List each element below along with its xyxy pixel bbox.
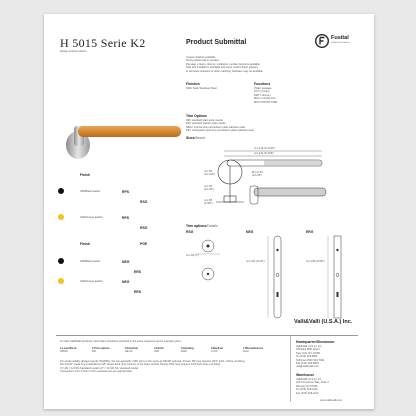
sizes-drawing bbox=[194, 144, 334, 219]
order-cell: RHR bbox=[181, 350, 187, 354]
company-name: Valli&Valli (U.S.A.) Inc. bbox=[294, 319, 353, 325]
finish-row-sub: ERS bbox=[134, 270, 141, 274]
trim-symbol-rsg bbox=[186, 230, 236, 310]
wh-line: Fax (973) 618-1112 bbox=[296, 391, 319, 395]
fusital-mark-icon bbox=[315, 34, 329, 48]
order-col-header: 7.Miscellaneous bbox=[243, 347, 263, 350]
trim-code: ERG bbox=[306, 230, 314, 234]
order-note: To order Valli&Valli products, information should be specified in the same sequence as the example given: bbox=[60, 340, 182, 343]
finish-row-text: 32D/Orange leather bbox=[80, 216, 103, 219]
hq-line: Fax (212) 326-8816 bbox=[296, 362, 319, 366]
trim-symbol-neg bbox=[246, 230, 296, 330]
function-item: PGE= passage bbox=[254, 87, 272, 90]
trim-code: NEG bbox=[246, 230, 254, 234]
footer-note: Conversions from inches to UK measurement are approximate. bbox=[60, 370, 133, 374]
finish-row-text: 32D/Black leather bbox=[80, 190, 101, 193]
finish-row-code: NEG bbox=[122, 260, 130, 264]
finish-head-1: Finish bbox=[80, 173, 90, 177]
intro-line: Spring assist built in rosettes bbox=[186, 59, 220, 63]
wh-line: Valli&Valli (U.S.A.) Inc. bbox=[296, 378, 322, 381]
footer-note: For small mobility (always specify INHAND), the two assembly / RR/ shiny is the same as RR-RP antimag. Privacy PR rose requires 3/16" thick / where not fitting. bbox=[60, 360, 246, 363]
functions-list bbox=[254, 87, 277, 104]
finish-row-sub: RSG bbox=[140, 226, 148, 230]
intro-line: Sold and installed in standard and some custom finish (shown) bbox=[186, 66, 258, 70]
brand-name: Fusital bbox=[331, 35, 349, 41]
finish-head-2-code: PGE bbox=[140, 242, 148, 246]
order-cell: RR bbox=[92, 350, 96, 354]
wh-line: Tel (973) 618-1100 bbox=[296, 388, 318, 392]
function-item: DMY= dummy bbox=[254, 93, 271, 97]
finish-row-code: NEG bbox=[122, 280, 130, 284]
trim-options-list bbox=[186, 119, 254, 133]
sizes-label: Sizes/Mount bbox=[186, 136, 206, 140]
brand-sub: Valli&Valli Products bbox=[331, 42, 350, 44]
hq-line: Tel (212) 326-8811 bbox=[296, 355, 318, 359]
footer-divider bbox=[56, 335, 358, 336]
order-cell: 2-3/4" bbox=[211, 350, 218, 354]
finish-row-sub: RSG bbox=[140, 200, 148, 204]
footer-notes bbox=[60, 360, 288, 374]
function-item: MLK= mortise lock bbox=[254, 97, 276, 101]
warehouse-label: Warehouse bbox=[296, 373, 315, 377]
hq-email[interactable]: usa@vallievalli.com bbox=[296, 365, 319, 369]
dim-depth: mm 58 (2-3/8") bbox=[204, 199, 213, 206]
order-col-header: 4.Finish bbox=[154, 347, 164, 350]
footer-vertical-divider bbox=[290, 336, 291, 402]
hq-line: 150 East 58th Street bbox=[296, 348, 320, 352]
hq-line: Toll Free (800) 543-7361 bbox=[296, 358, 325, 362]
website-link[interactable]: www.vallievalli.com bbox=[320, 399, 343, 402]
leather-grip-shape bbox=[78, 126, 181, 137]
hq-line: New York, NY 10155 bbox=[296, 351, 320, 355]
finish-row-code: RPS bbox=[122, 216, 129, 220]
order-col-header: 6.Backset bbox=[211, 347, 224, 350]
order-cell: 32D bbox=[154, 350, 159, 354]
order-cell: GE-12 bbox=[125, 350, 133, 354]
order-cell: H5015 bbox=[60, 350, 68, 354]
submittal-sheet bbox=[44, 14, 374, 409]
finishes-value: 32Dn Satin Stainless Steel bbox=[186, 87, 217, 90]
hq-line: Valli&Valli (U.S.A.) Inc. bbox=[296, 345, 322, 348]
order-col-header: 5.Handing bbox=[181, 347, 194, 350]
warehouse-address bbox=[296, 378, 329, 395]
order-table-row bbox=[60, 350, 288, 353]
finishes-label: Finishes bbox=[186, 82, 200, 86]
trim-option-item: ER= rectangular style long escutcheon plate stainless steel bbox=[186, 129, 254, 133]
hq-label: Headquarter/Showroom bbox=[296, 340, 335, 344]
trim-option-item: RR= standard plain style rosette bbox=[186, 119, 223, 122]
intro-line: Passage, privacy, dummy, multipoint, mortise functions available bbox=[186, 62, 260, 66]
swatch-black-2 bbox=[58, 258, 64, 264]
swatch-orange-1 bbox=[58, 214, 64, 220]
intro-list bbox=[186, 56, 263, 73]
swatch-orange-2 bbox=[58, 278, 64, 284]
trim-dim: mm 245 (9-5/8") bbox=[306, 260, 325, 263]
finish-row-text: 32D/Black leather bbox=[80, 260, 101, 263]
finish-row-text: 32D/Orange leather bbox=[80, 280, 103, 283]
finish-row-code: RPS bbox=[122, 190, 129, 194]
order-col-header: 3.Function bbox=[125, 347, 139, 350]
trim-dim: mm 241 (9-1/2") bbox=[246, 260, 265, 263]
wh-line: Ramsey NJ 07446 bbox=[296, 384, 318, 388]
intro-line: In complete selection of other matching hardware may be available bbox=[186, 69, 263, 73]
lever-photo bbox=[64, 112, 182, 162]
swatch-black-1 bbox=[58, 188, 64, 194]
dim-rosette: mm 53 (2-1/16") bbox=[204, 185, 215, 192]
footer-note: RG-3-3/16" made key is standard 2-1/8" whose thick (if at contrary to the same as RG) Privacy PR2 rose requires 1/16 thick when not fitting. bbox=[60, 363, 221, 367]
footer-note: If 7-4/F = 1/2 RG Standard model 1/2" = 1b SFI 53 / standard model. bbox=[60, 366, 139, 370]
wh-line: 125 Commerce Way, Suite 2 bbox=[296, 381, 329, 385]
dim-projection: mm 68 (2-11/16") bbox=[204, 170, 216, 177]
finish-row-sub: ERS bbox=[134, 290, 141, 294]
function-item: PCY= privacy bbox=[254, 90, 270, 94]
dim-diameter: Ø mm 53 (2-1/16") bbox=[252, 171, 263, 178]
order-cell: fixed bbox=[243, 350, 249, 354]
intro-line: Custom finishes available bbox=[186, 56, 216, 59]
dim-length-total: mm 145 (5-11/16") bbox=[254, 147, 276, 150]
order-table bbox=[60, 347, 288, 354]
model-title: H 5015 Serie K2 bbox=[60, 36, 146, 50]
trim-code: RSG bbox=[186, 230, 194, 234]
function-item: MULTI-POINT TRIM bbox=[254, 100, 278, 104]
trim-option-item: RQ= standard square style rosette bbox=[186, 122, 226, 126]
trim-option-item: NEG= mortise lock escutcheon plate stainless steel bbox=[186, 125, 246, 129]
functions-label: Functions bbox=[254, 82, 271, 86]
order-col-header: 1.Lever/Knob bbox=[60, 347, 77, 350]
doc-title: Product Submittal bbox=[186, 39, 247, 46]
trim-dim: mm 40 (1") bbox=[186, 254, 199, 257]
brand-logo bbox=[315, 34, 365, 50]
dim-length-grip: mm 131 (5-3/16") bbox=[254, 152, 275, 155]
hq-address bbox=[296, 345, 324, 369]
designer-credit: Design Antonio Citterio bbox=[60, 50, 87, 53]
trim-symbols-label: Trim options/Details bbox=[186, 224, 218, 228]
trim-options-label: Trim Options bbox=[186, 114, 207, 118]
trim-symbol-erg bbox=[306, 230, 356, 330]
finish-head-2: Finish bbox=[80, 242, 90, 246]
order-col-header: 2.Trim options bbox=[92, 347, 110, 350]
